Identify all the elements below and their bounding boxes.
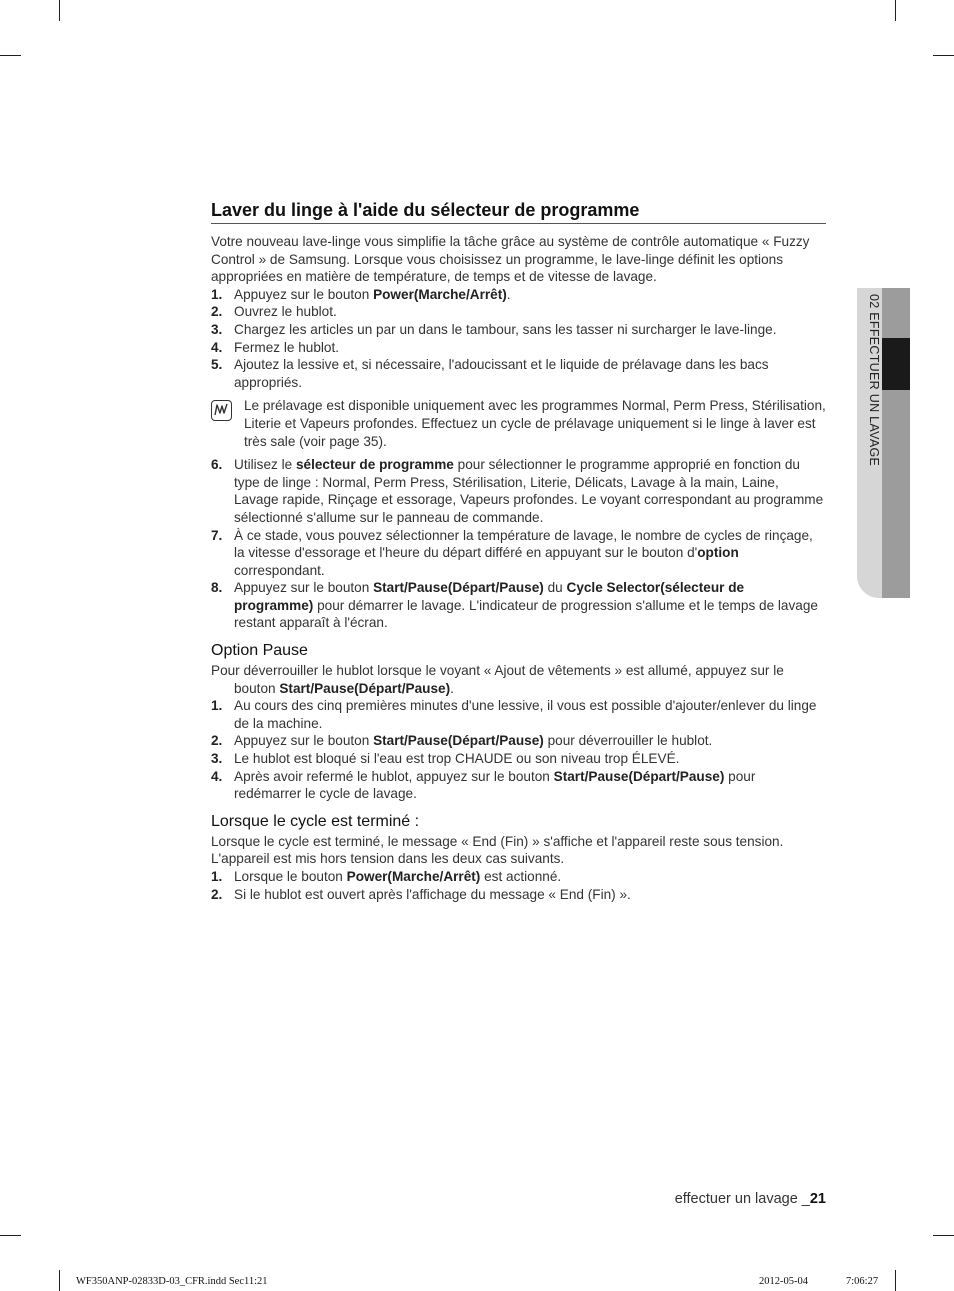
- step-item: 1. Au cours des cinq premières minutes d'une lessive, il vous est possible d'ajouter/enlever du linge de la machine.: [211, 698, 817, 731]
- step-item: 5. Ajoutez la lessive et, si nécessaire, l'adoucissant et le liquide de prélavage dans les bacs appropriés.: [211, 357, 769, 390]
- footer-label: effectuer un lavage _: [674, 1191, 810, 1207]
- steps-list-continued: [211, 456, 826, 632]
- side-tab-label: 02 EFFECTUER UN LAVAGE: [867, 294, 881, 467]
- side-tab-marker: [882, 338, 910, 390]
- crop-mark: [895, 0, 896, 21]
- step-item: 1. Appuyez sur le bouton Power(Marche/Arrêt).: [211, 286, 511, 302]
- note-box: Le prélavage est disponible uniquement avec les programmes Normal, Perm Press, Stérilisation, Literie et Vapeurs profondes. Effectuez un cycle de prélavage uniquement si le linge à laver est très sale (voir page 35).: [211, 397, 826, 450]
- side-tab-bar: [882, 288, 910, 598]
- note-pencil-icon: [211, 400, 232, 421]
- step-item: 1. Lorsque le bouton Power(Marche/Arrêt) est actionné.: [211, 869, 562, 884]
- crop-mark: [0, 55, 21, 56]
- crop-mark: [59, 1270, 60, 1291]
- section-title: Laver du linge à l'aide du sélecteur de programme: [211, 198, 826, 224]
- pause-heading: Option Pause: [211, 642, 308, 660]
- slug-file: WF350ANP-02833D-03_CFR.indd Sec11:21: [76, 1276, 268, 1287]
- chapter-side-tab: [857, 288, 910, 598]
- step-item: 7. À ce stade, vous pouvez sélectionner la température de lavage, le nombre de cycles de rinçage, la vitesse d'essorage et l'heure du départ différé en appuyant sur le bouton d'option correspondant.: [211, 527, 813, 578]
- slug-date: 2012-05-04: [759, 1276, 808, 1287]
- pause-steps-list: [211, 697, 826, 803]
- step-item: 2. Ouvrez le hublot.: [211, 304, 337, 320]
- end-heading: Lorsque le cycle est terminé :: [211, 812, 420, 830]
- intro-paragraph: Votre nouveau lave-linge vous simplifie la tâche grâce au système de contrôle automatique « Fuzzy Control » de Samsung. Lorsque vous choisissez un programme, le lave-linge définit les options appropriées en matière de température, de temps et de vitesse de lavage.: [211, 234, 810, 285]
- pause-intro: Pour déverrouiller le hublot lorsque le voyant « Ajout de vêtements » est allumé, appuyez sur le bouton Start/Pause(Départ/Pause).: [211, 663, 784, 696]
- steps-list: [211, 286, 826, 392]
- page-number: 21: [809, 1191, 826, 1207]
- slug-time: 7:06:27: [846, 1276, 879, 1287]
- step-item: 8. Appuyez sur le bouton Start/Pause(Départ/Pause) du Cycle Selector(sélecteur de programme) pour démarrer le lavage. L'indicateur de progression s'allume et le temps de lavage restant apparaît à l'écran.: [211, 580, 818, 631]
- page-content: [211, 198, 826, 903]
- crop-mark: [933, 55, 954, 56]
- step-item: 2. Si le hublot est ouvert après l'affichage du message « End (Fin) ».: [211, 886, 631, 902]
- crop-mark: [59, 0, 60, 21]
- crop-mark: [895, 1270, 896, 1291]
- step-item: 4. Fermez le hublot.: [211, 339, 340, 355]
- page-footer: [675, 1191, 826, 1207]
- end-intro: Lorsque le cycle est terminé, le message « End (Fin) » s'affiche et l'appareil reste sous tension. L'appareil est mis hors tension dans les deux cas suivants.: [211, 833, 784, 867]
- step-item: 3. Le hublot est bloqué si l'eau est trop CHAUDE ou son niveau trop ÉLEVÉ.: [211, 751, 680, 767]
- end-steps-list: [211, 868, 826, 903]
- crop-mark: [933, 1235, 954, 1236]
- program-list: Normal, Perm Press, Stérilisation, Literie, Délicats, Lavage à la main, Laine, Lavage rapide, Rinçage et essorage, Vapeurs profondes: [234, 474, 779, 508]
- step-item: 6. Utilisez le sélecteur de programme pour sélectionner le programme approprié en fonction du type de linge : Normal, Perm Press, Stérilisation, Literie, Délicats, Lavage à la main, Laine, Lavage rapide, Rinçage et essorage, Vapeurs profondes. Le voyant correspondant au programme sélectionné s'allume sur le panneau de commande.: [211, 457, 824, 525]
- step-item: 2. Appuyez sur le bouton Start/Pause(Départ/Pause) pour déverrouiller le hublot.: [211, 733, 713, 749]
- crop-mark: [0, 1235, 21, 1236]
- step-item: 4. Après avoir refermé le hublot, appuyez sur le bouton Start/Pause(Départ/Pause) pour redémarrer le cycle de lavage.: [211, 768, 756, 802]
- step-item: 3. Chargez les articles un par un dans le tambour, sans les tasser ni surcharger le lave-linge.: [211, 321, 777, 337]
